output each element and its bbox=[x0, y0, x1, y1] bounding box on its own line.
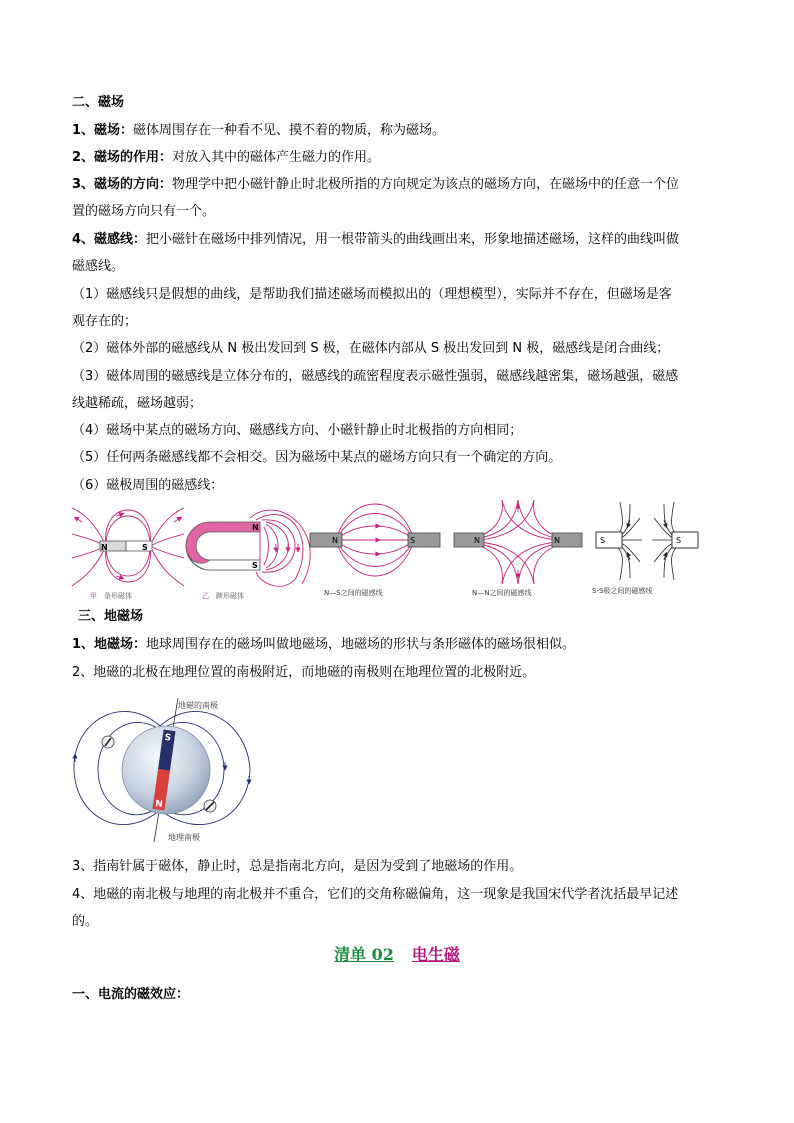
north-south-field-diagram bbox=[310, 504, 440, 597]
paragraph-field-effect bbox=[72, 149, 380, 167]
note-3-cont: 线越稀疏，磁场越弱； bbox=[72, 396, 203, 411]
compass-needle-right bbox=[204, 800, 216, 812]
bar-caption: 条形磁体 bbox=[104, 592, 132, 600]
north-north-field-diagram bbox=[454, 500, 582, 597]
paragraph-declination: 4、地磁的南北极与地理的南北极并不重合，它们的交角称磁偏角，这一现象是我国宋代学者沈括最早记述 bbox=[72, 887, 679, 902]
paragraph-geomagnetic-poles: 2、地磁的北极在地理位置的南极附近，而地磁的南极则在地理位置的北极附近。 bbox=[72, 665, 536, 680]
note-4: （4）磁场中某点的磁场方向、磁感线方向、小磁针静止时北极指的方向相同； bbox=[72, 423, 523, 438]
earth-magnet-s-label: S bbox=[163, 732, 172, 744]
ss-caption: S-S极之间的磁感线 bbox=[592, 587, 653, 595]
compass-needle-left bbox=[102, 736, 114, 748]
paragraph-field-direction bbox=[72, 176, 679, 194]
paragraph-magnetic-field bbox=[72, 122, 445, 140]
note-5: （5）任何两条磁感线都不会相交。因为磁场中某点的磁场方向只有一个确定的方向。 bbox=[72, 450, 562, 465]
bar-n-label: N bbox=[101, 543, 108, 552]
list-title-topic: 电生磁 bbox=[411, 945, 460, 964]
note-2: （2）磁体外部的磁感线从 N 极出发回到 S 极，在磁体内部从 S 极出发回到 N 极，磁感线是闭合曲线； bbox=[72, 341, 670, 356]
earth-magnetic-field-figure bbox=[72, 692, 262, 850]
bar-magnet-diagram bbox=[72, 508, 184, 600]
section-heading-current-magnetic-effect: 一、电流的磁效应： bbox=[72, 987, 190, 1002]
south-south-field-diagram bbox=[592, 502, 698, 595]
bar-s-label: S bbox=[142, 543, 148, 552]
term-text: 地球周围存在的磁场叫做地磁场，地磁场的形状与条形磁体的磁场很相似。 bbox=[146, 637, 576, 652]
ns-caption: N—S之间的磁感线 bbox=[324, 589, 383, 597]
horseshoe-s-label: S bbox=[252, 561, 258, 570]
horseshoe-caption: 蹄形磁体 bbox=[216, 592, 244, 600]
earth-magnet-n-label: N bbox=[154, 799, 164, 811]
geographic-south-pole-label: 地理南极 bbox=[168, 833, 200, 842]
term-label: 2、磁场的作用： bbox=[72, 150, 173, 165]
paragraph-field-lines-cont: 磁感线。 bbox=[72, 259, 125, 274]
paragraph-field-direction-cont: 置的磁场方向只有一个。 bbox=[72, 204, 216, 219]
ss-right-s-label: S bbox=[676, 536, 682, 545]
nn-left-n-label: N bbox=[474, 536, 480, 545]
bar-caption-mark: 甲 bbox=[90, 592, 97, 600]
note-6: （6）磁极周围的磁感线： bbox=[72, 478, 224, 493]
note-1: （1）磁感线只是假想的曲线，是帮助我们描述磁场而模拟出的（理想模型），实际并不存在，但磁场是客 bbox=[72, 287, 672, 302]
ss-left-s-label: S bbox=[600, 536, 606, 545]
term-label: 1、地磁场： bbox=[72, 637, 147, 652]
paragraph-field-lines bbox=[72, 231, 679, 249]
term-label: 1、磁场： bbox=[72, 123, 134, 138]
horseshoe-n-label: N bbox=[252, 523, 259, 532]
term-text: 对放入其中的磁体产生磁力的作用。 bbox=[172, 150, 381, 165]
section-heading-geomagnetic-field: 三、地磁场 bbox=[78, 609, 144, 624]
nn-right-n-label: N bbox=[554, 536, 560, 545]
note-3: （3）磁体周围的磁感线是立体分布的，磁感线的疏密程度表示磁性强弱，磁感线越密集，磁场越强，磁感 bbox=[72, 369, 679, 384]
term-label: 3、磁场的方向： bbox=[72, 177, 173, 192]
nn-caption: N—N之间的磁感线 bbox=[472, 589, 532, 597]
note-1-cont: 观存在的； bbox=[72, 314, 138, 329]
paragraph-compass: 3、指南针属于磁体，静止时，总是指南北方向，是因为受到了地磁场的作用。 bbox=[72, 859, 523, 874]
magnetic-pole-field-lines-figure bbox=[70, 498, 700, 602]
paragraph-geomagnetic-field bbox=[72, 636, 575, 654]
geomagnetic-south-pole-label: 地磁的南极 bbox=[178, 701, 218, 710]
bar-magnet-south-half bbox=[126, 541, 152, 551]
term-text: 物理学中把小磁针静止时北极所指的方向规定为该点的磁场方向，在磁场中的任意一个位 bbox=[172, 177, 680, 192]
list-title-number: 清单 02 bbox=[334, 945, 394, 964]
term-text: 磁体周围存在一种看不见、摸不着的物质，称为磁场。 bbox=[133, 123, 446, 138]
term-label: 4、磁感线： bbox=[72, 232, 147, 247]
list-title bbox=[0, 942, 794, 965]
ns-s-label: S bbox=[410, 536, 416, 545]
term-text: 把小磁针在磁场中排列情况，用一根带箭头的曲线画出来，形象地描述磁场，这样的曲线叫做 bbox=[146, 232, 680, 247]
paragraph-declination-cont: 的。 bbox=[72, 914, 99, 929]
section-heading-magnetic-field: 二、磁场 bbox=[72, 95, 125, 110]
horseshoe-magnet-diagram bbox=[186, 510, 310, 600]
horseshoe-caption-mark: 乙 bbox=[202, 592, 209, 600]
ns-n-label: N bbox=[332, 536, 338, 545]
